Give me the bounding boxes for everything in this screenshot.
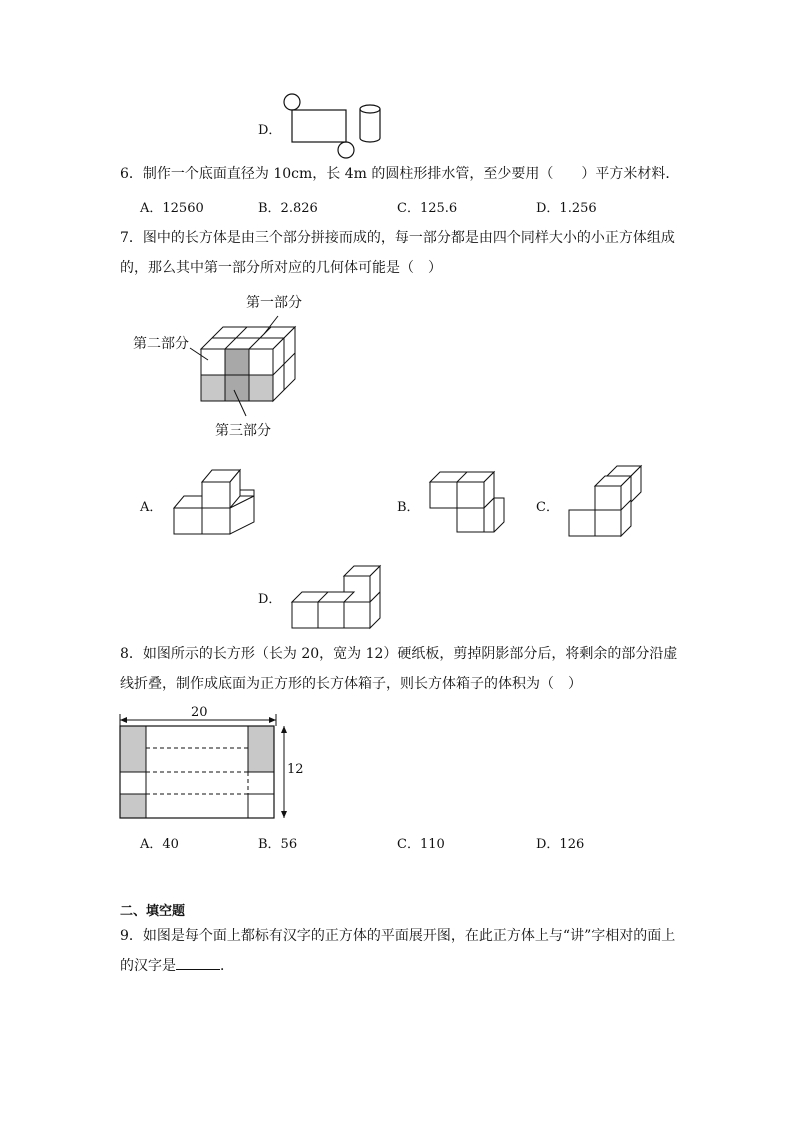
q7-option-d[interactable]: D． xyxy=(258,592,282,607)
q7-option-a[interactable]: A． xyxy=(140,500,163,515)
q6-option-b[interactable]: B．2.826 xyxy=(258,201,318,216)
q9-text-line1: 9．如图是每个面上都标有汉字的正方体的平面展开图，在此正方体上与“讲”字相对的面上 xyxy=(120,928,676,944)
q8-cardboard-figure xyxy=(118,708,308,822)
section-title-fill-in: 二、填空题 xyxy=(120,904,186,919)
q6-option-a[interactable]: A．12560 xyxy=(140,201,204,216)
q7-option-d-figure xyxy=(292,564,384,630)
q7-text-line1: 7．图中的长方体是由三个部分拼接而成的，每一部分都是由四个同样大小的小正方体组成 xyxy=(120,230,675,246)
q9-answer-blank[interactable] xyxy=(176,956,220,970)
q5-option-d-label: D． xyxy=(258,123,282,138)
q7-option-c-figure xyxy=(569,464,649,540)
q7-option-b-figure xyxy=(430,470,510,536)
q8-option-c[interactable]: C．110 xyxy=(397,837,445,852)
q8-width-label: 12 xyxy=(287,762,304,777)
q5-option-d-figure xyxy=(280,92,390,160)
q9-text-prefix: 的汉字是 xyxy=(120,958,176,974)
q7-text-line2: 的，那么其中第一部分所对应的几何体可能是（ ） xyxy=(120,260,442,276)
q6-text: 6．制作一个底面直径为 10cm，长 4m 的圆柱形排水管，至少要用（ ）平方米材料． xyxy=(120,166,680,182)
q7-cuboid-figure xyxy=(198,320,298,404)
q7-label-part3: 第三部分 xyxy=(215,423,271,439)
q8-text-line1: 8．如图所示的长方形（长为 20，宽为 12）硬纸板，剪掉阴影部分后，将剩余的部分沿虚 xyxy=(120,646,678,662)
q9-text-suffix: ． xyxy=(220,958,234,974)
q8-text-line2: 线折叠，制作成底面为正方形的长方体箱子，则长方体箱子的体积为（ ） xyxy=(120,676,582,692)
q7-label-part2: 第二部分 xyxy=(133,336,189,352)
q6-option-c[interactable]: C．125.6 xyxy=(397,201,458,216)
q8-option-b[interactable]: B．56 xyxy=(258,837,298,852)
q6-option-d[interactable]: D．1.256 xyxy=(536,201,597,216)
q9-text-line2 xyxy=(120,956,234,976)
q8-option-a[interactable]: A．40 xyxy=(140,837,179,852)
q7-option-c[interactable]: C． xyxy=(536,500,559,515)
q7-option-b[interactable]: B． xyxy=(397,500,420,515)
q8-length-label: 20 xyxy=(191,705,208,720)
q8-option-d[interactable]: D．126 xyxy=(536,837,585,852)
q7-label-part1: 第一部分 xyxy=(246,295,302,311)
q7-option-a-figure xyxy=(174,468,264,536)
